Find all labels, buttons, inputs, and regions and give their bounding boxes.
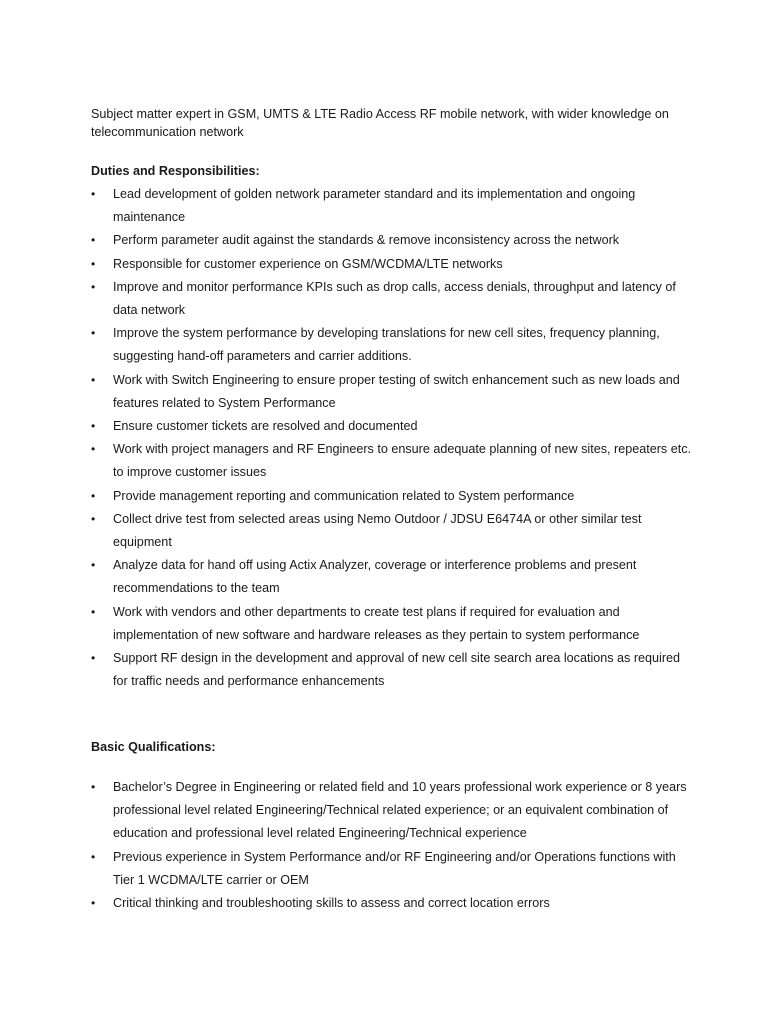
list-item (91, 276, 691, 322)
list-item-text: Critical thinking and troubleshooting skills to assess and correct location errors (113, 896, 550, 911)
list-item (91, 322, 691, 368)
list-item (91, 229, 691, 252)
bullet-icon: • (91, 256, 96, 271)
list-item (91, 846, 691, 892)
bullet-icon: • (91, 896, 96, 911)
bullet-icon: • (91, 372, 96, 387)
list-item-text: Improve and monitor performance KPIs such as drop calls, access denials, throughput and latency of data network (113, 279, 676, 318)
list-item (91, 369, 691, 415)
list-item (91, 253, 691, 276)
duties-list (91, 183, 691, 693)
list-item-text: Analyze data for hand off using Actix Analyzer, coverage or interference problems and present recommendations to the team (113, 558, 637, 596)
bullet-icon: • (91, 849, 96, 864)
list-item (91, 776, 691, 846)
list-item-text: Previous experience in System Performance and/or RF Engineering and/or Operations functions with Tier 1 WCDMA/LTE carrier or OEM (113, 849, 676, 887)
list-item-text: Improve the system performance by developing translations for new cell sites, frequency planning, suggesting hand-off parameters and carrier additions. (113, 326, 660, 364)
bullet-icon: • (91, 442, 96, 457)
list-item-text: Collect drive test from selected areas using Nemo Outdoor / JDSU E6474A or other similar test equipment (113, 511, 642, 550)
bullet-icon: • (91, 488, 96, 503)
qualifications-list (91, 776, 691, 915)
list-item (91, 508, 691, 554)
list-item (91, 601, 691, 647)
list-item-text: Ensure customer tickets are resolved and documented (113, 419, 418, 434)
list-item-text: Work with vendors and other departments to create test plans if required for evaluation and implementation of new software and hardware releases as they pertain to system performance (113, 604, 640, 642)
list-item-text: Lead development of golden network parameter standard and its implementation and ongoing maintenance (113, 187, 636, 225)
bullet-icon: • (91, 558, 96, 573)
bullet-icon: • (91, 511, 96, 526)
bullet-icon: • (91, 279, 96, 294)
list-item (91, 647, 691, 693)
list-item-text: Perform parameter audit against the standards & remove inconsistency across the network (113, 233, 620, 248)
list-item-text: Bachelor’s Degree in Engineering or related field and 10 years professional work experience or 8 years professional level related Engineering/Technical related experience; or an equivalent combination of education and professional level related Engineering/Technical experience (113, 780, 687, 841)
bullet-icon: • (91, 604, 96, 619)
bullet-icon: • (91, 233, 96, 248)
list-item (91, 554, 691, 600)
list-item (91, 892, 691, 915)
bullet-icon: • (91, 780, 96, 794)
list-item (91, 438, 691, 484)
list-item-text: Responsible for customer experience on GSM/WCDMA/LTE networks (113, 256, 503, 271)
bullet-icon: • (91, 326, 96, 341)
duties-heading: Duties and Responsibilities: (91, 164, 260, 178)
list-item-text: Support RF design in the development and approval of new cell site search area locations as required for traffic needs and performance enhancements (113, 651, 681, 689)
list-item-text: Work with project managers and RF Engineers to ensure adequate planning of new sites, repeaters etc. to improve customer issues (113, 442, 692, 480)
list-item (91, 415, 691, 438)
list-item (91, 485, 691, 508)
bullet-icon: • (91, 419, 96, 434)
list-item-text: Provide management reporting and communication related to System performance (113, 488, 575, 503)
bullet-icon: • (91, 651, 96, 666)
list-item-text: Work with Switch Engineering to ensure proper testing of switch enhancement such as new loads and features related to System Performance (113, 372, 680, 410)
intro-paragraph: Subject matter expert in GSM, UMTS & LTE Radio Access RF mobile network, with wider knowledge on telecommunication network (91, 106, 669, 139)
bullet-icon: • (91, 187, 96, 201)
qualifications-heading: Basic Qualifications: (91, 740, 216, 754)
list-item (91, 183, 691, 229)
